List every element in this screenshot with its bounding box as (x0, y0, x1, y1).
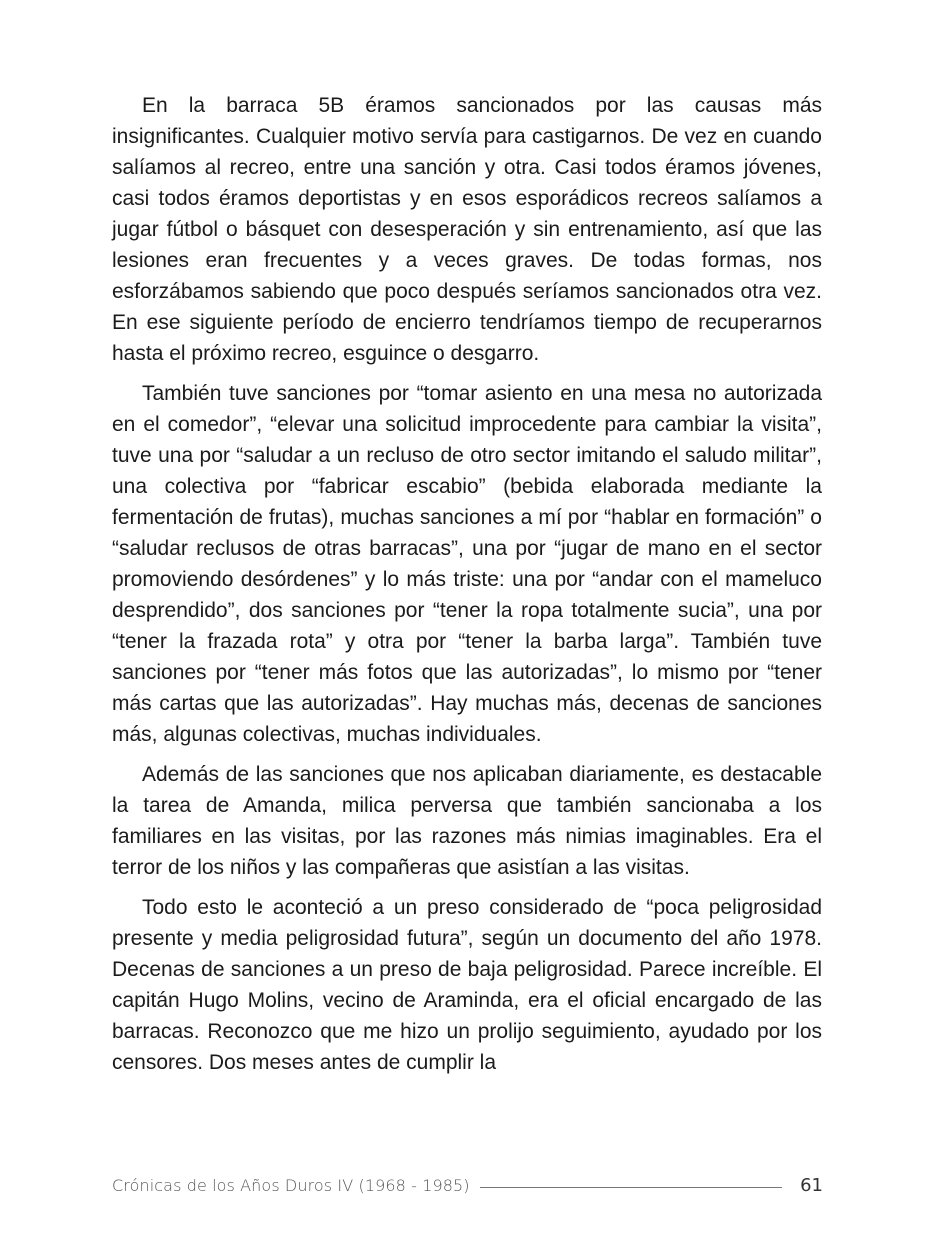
paragraph-3: Además de las sanciones que nos aplicaban diariamente, es destacable la tarea de Amanda, milica perversa que también sancionaba a los familiares en las visitas, por las razones más nimias imaginables. Era el terror de los niños y las compañeras que asistían a las visitas. (112, 763, 822, 879)
page-number: 61 (800, 1174, 823, 1196)
paragraph-1: En la barraca 5B éramos sancionados por las causas más insignificantes. Cualquier motivo servía para castigarnos. De vez en cuando salíamos al recreo, entre una sanción y otra. Casi todos éramos jóvenes, casi todos éramos deportistas y en esos esporádicos recreos salíamos a jugar fútbol o básquet con desesperación y sin entrenamiento, así que las lesiones eran frecuentes y a veces graves. De todas formas, nos esforzábamos sabiendo que poco después seríamos sancionados otra vez. En ese siguiente período de encierro tendríamos tiempo de recuperarnos hasta el próximo recreo, esguince o desgarro. (112, 94, 822, 365)
page-footer (112, 1170, 823, 1200)
paragraph-2: También tuve sanciones por “tomar asiento en una mesa no autorizada en el comedor”, “elevar una solicitud improcedente para cambiar la visita”, tuve una por “saludar a un recluso de otro sector imitando el saludo militar”, una colectiva por “fabricar escabio” (bebida elaborada mediante la fermentación de frutas), muchas sanciones a mí por “hablar en formación” o “saludar reclusos de otras barracas”, una por “jugar de mano en el sector promoviendo desórdenes” y lo más triste: una por “andar con el mameluco desprendido”, dos sanciones por “tener la ropa totalmente sucia”, una por “tener la frazada rota” y otra por “tener la barba larga”. También tuve sanciones por “tener más fotos que las autorizadas”, lo mismo por “tener más cartas que las autorizadas”. Hay muchas más, decenas de sanciones más, algunas colectivas, muchas individuales. (112, 382, 822, 746)
body-text (112, 90, 822, 1087)
footer-rule (480, 1187, 782, 1188)
paragraph-4: Todo esto le aconteció a un preso considerado de “poca peligrosidad presente y media peligrosidad futura”, según un documento del año 1978. Decenas de sanciones a un preso de baja peligrosidad. Parece increíble. El capitán Hugo Molins, vecino de Araminda, era el oficial encargado de las barracas. Reconozco que me hizo un prolijo seguimiento, ayudado por los censores. Dos meses antes de cumplir la (112, 896, 822, 1074)
running-footer-title: Crónicas de los Años Duros IV (1968 - 1985) (112, 1175, 470, 1195)
